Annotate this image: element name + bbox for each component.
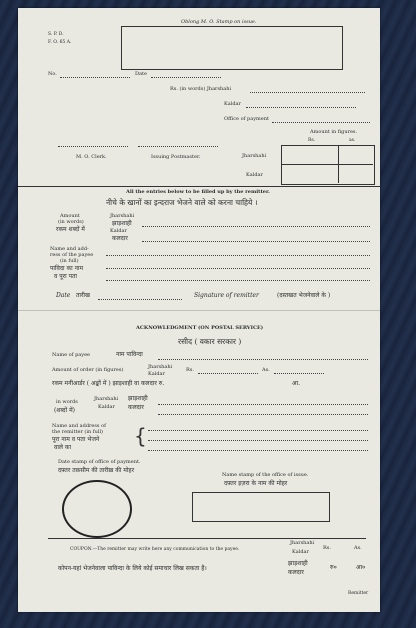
- signature-hindi: (दस्तखत भेजनेवाले के ): [277, 292, 331, 299]
- ack-kaldar-2: Kaldar: [98, 404, 115, 410]
- coupon-ru: रु०: [330, 564, 337, 571]
- in-words-line-2: [158, 414, 368, 415]
- money-order-form: [18, 8, 380, 612]
- remitter-label-1: Name and address of: [52, 423, 106, 429]
- jharshahi-label-2: Jharshahi: [110, 213, 135, 219]
- kaldar-label-2: Kaldar: [246, 172, 263, 178]
- date-line: [151, 77, 221, 78]
- ack-as-line: [274, 373, 324, 374]
- date-stamp-label: Date stamp of office of payment.: [58, 459, 141, 465]
- section-divider: [18, 186, 380, 187]
- date-line-2: [98, 299, 182, 300]
- payee-label-2: ress of the payee: [50, 252, 94, 258]
- remitter-line-3: [148, 450, 368, 451]
- remitter-line-2: [148, 440, 368, 441]
- kaldar-hindi: कलदार: [112, 235, 128, 242]
- name-stamp-hindi: दफ़्तर इज़रा के नाम की मोहर: [224, 480, 288, 487]
- name-stamp-box: [192, 492, 330, 522]
- ack-rs-line: [198, 373, 258, 374]
- stamp-box: [121, 26, 343, 70]
- ack-as: As.: [262, 367, 270, 373]
- ack-jharshahi: Jharshahi: [148, 364, 173, 370]
- issuing-postmaster-label: Issuing Postmaster.: [151, 154, 201, 160]
- payee-name-hindi: नाम पाविन्दा: [116, 351, 143, 358]
- in-words-label: in words: [56, 399, 78, 405]
- clerk-sig-line: [58, 146, 128, 147]
- date-hindi: तारीख: [76, 292, 90, 299]
- ack-rs: Rs.: [186, 367, 194, 373]
- office-payment-line: [272, 122, 370, 123]
- ack-kaldar-hindi: कलदार: [128, 404, 144, 411]
- date-stamp-circle: [62, 480, 132, 538]
- entries-note-hindi: नीचे के खानों का इन्दराज भेजने वाले को करना चाहिये ।: [106, 198, 258, 207]
- payee-label-3: (in full): [60, 258, 79, 264]
- payee-hindi-1: पाविदा का नाम: [50, 265, 84, 272]
- mo-clerk-label: M. O. Clerk.: [76, 154, 107, 160]
- in-words-line-1: [158, 404, 368, 405]
- no-label: No.: [48, 71, 57, 77]
- in-words-hindi: (शब्दों में): [54, 407, 75, 414]
- stamp-note: Oblong M. O. Stamp on issue.: [181, 19, 257, 25]
- form-code-2: F. O. 65 A.: [48, 40, 72, 45]
- kaldar-label-3: Kaldar: [110, 228, 127, 234]
- no-line: [60, 77, 130, 78]
- jharshahi-label: Jharshahi: [242, 153, 267, 159]
- date-label: Date: [135, 71, 147, 77]
- remitter-label-2: the remitter (in full): [52, 429, 104, 435]
- coupon-as: As.: [354, 545, 362, 551]
- remitter-line-1: [148, 430, 368, 431]
- rs-words-label: Rs. (in words) Jharshahi: [170, 86, 232, 92]
- date-label-2: Date: [56, 292, 71, 299]
- form-code-1: S. P. D.: [48, 32, 64, 37]
- kaldar-line: [246, 107, 356, 108]
- amount-box-row-line: [281, 164, 373, 165]
- coupon-jharshahi: Jharshahi: [290, 540, 315, 546]
- payee-line-2: [106, 268, 370, 269]
- amount-as-label: as.: [349, 138, 356, 143]
- date-stamp-hindi: दफ़्तर तक़सीम की तारीख़ की मोहर: [58, 467, 135, 474]
- remitter-footer-label: Remitter: [348, 591, 369, 596]
- amount-figures-label: Amount in figures.: [310, 129, 358, 135]
- payee-label-1: Name and add-: [50, 246, 89, 252]
- amount-line-1: [142, 226, 370, 227]
- coupon-aa: आ०: [356, 564, 366, 571]
- amount-hindi-line: रकम मनीआर्डर ( अङ्कों में ) झाड़शाही वा कलदार रु.: [52, 380, 165, 387]
- ack-jharshahi-hindi: झाड़शाही: [128, 395, 148, 402]
- payee-line-3: [106, 280, 370, 281]
- remitter-hindi-2: वाले का: [54, 444, 72, 451]
- postmaster-sig-line: [138, 146, 218, 147]
- payee-name-line: [158, 359, 368, 360]
- remitter-hindi-1: पूरा नाम व पता भेजने: [52, 436, 100, 443]
- ack-title-hindi: रसीद ( वकार सरकार ): [178, 337, 242, 346]
- amount-figures-box: [281, 145, 375, 185]
- office-payment-label: Office of payment: [224, 116, 269, 122]
- rs-words-line: [250, 92, 365, 93]
- coupon-divider: [48, 538, 366, 539]
- amount-words-label-2: (in words): [58, 219, 84, 225]
- coupon-rs: Rs.: [323, 545, 331, 551]
- amount-line-2: [142, 241, 370, 242]
- kaldar-label: Kaldar: [224, 101, 241, 107]
- ack-kaldar: Kaldar: [148, 371, 165, 377]
- remitter-brace: {: [134, 424, 147, 448]
- coupon-hindi: कोपन-यहां भेजनेवाला पाविन्दा के लिये कोई समाचार लिख सकता है।: [58, 565, 207, 572]
- fold-line: [18, 310, 380, 311]
- entries-note: All the entries below to be filled up by the remitter.: [126, 189, 270, 195]
- payee-name-label: Name of payee: [52, 352, 91, 358]
- coupon-jharshahi-hindi: झाड़शाही: [288, 560, 308, 567]
- amount-order-label: Amount of order (in figures): [52, 367, 124, 373]
- name-stamp-label: Name stamp of the office of issue.: [222, 472, 309, 478]
- jharshahi-hindi: झाड़शाही: [112, 220, 132, 227]
- aa-label: आ.: [292, 380, 301, 387]
- amount-words-label: Amount: [60, 213, 80, 219]
- signature-label: Signature of remitter: [194, 292, 259, 299]
- coupon-text: COUPON.—The remitter may write here any communication to the payee.: [70, 547, 240, 552]
- coupon-kaldar-hindi: कलदार: [288, 569, 304, 576]
- coupon-kaldar: Kaldar: [292, 549, 309, 555]
- ack-jharshahi-2: Jharshahi: [94, 396, 119, 402]
- ack-title: ACKNOWLEDGMENT (ON POSTAL SERVICE): [136, 325, 264, 331]
- payee-line-1: [106, 255, 370, 256]
- amount-hindi-label: रकम शब्दों में: [56, 226, 85, 233]
- amount-rs-label: Rs.: [308, 138, 316, 143]
- payee-hindi-2: व पूरा पता: [54, 273, 77, 280]
